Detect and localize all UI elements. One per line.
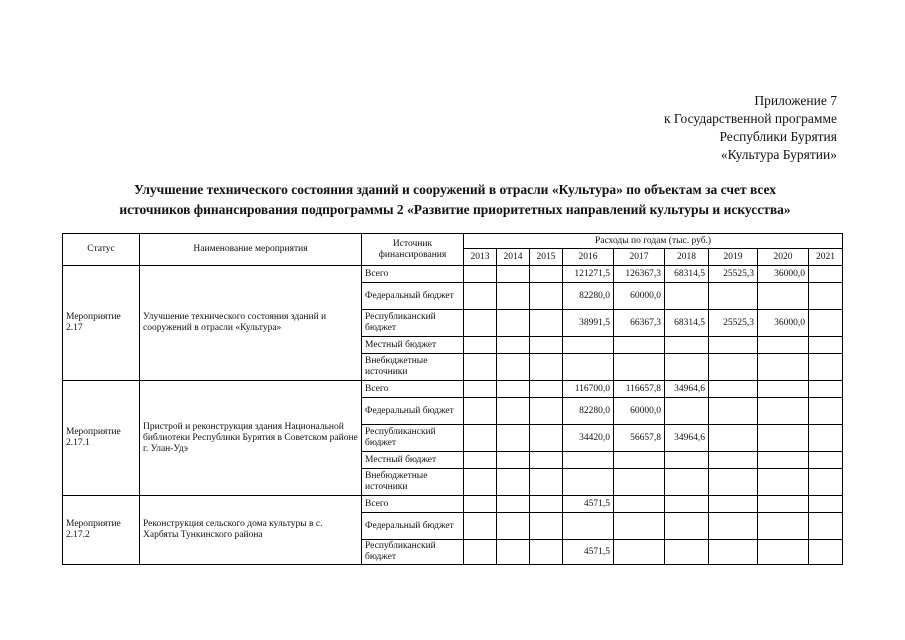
cell-year-2015 bbox=[530, 452, 563, 469]
cell-year-2021 bbox=[809, 283, 843, 310]
header-year-2013: 2013 bbox=[464, 249, 497, 266]
cell-year-2016: 4571,5 bbox=[563, 496, 614, 513]
cell-year-2018: 34964,6 bbox=[665, 381, 709, 398]
cell-year-2014 bbox=[497, 266, 530, 283]
cell-year-2015 bbox=[530, 496, 563, 513]
row-funding-source: Всего bbox=[362, 266, 464, 283]
cell-year-2019 bbox=[709, 381, 758, 398]
cell-year-2019 bbox=[709, 354, 758, 381]
cell-year-2020 bbox=[758, 398, 809, 425]
header-year-2018: 2018 bbox=[665, 249, 709, 266]
cell-year-2016: 38991,5 bbox=[563, 310, 614, 337]
cell-year-2019 bbox=[709, 283, 758, 310]
cell-year-2019 bbox=[709, 469, 758, 496]
cell-year-2015 bbox=[530, 354, 563, 381]
row-status: Мероприятие 2.17.2 bbox=[63, 496, 140, 565]
cell-year-2018 bbox=[665, 283, 709, 310]
cell-year-2016 bbox=[563, 452, 614, 469]
cell-year-2014 bbox=[497, 496, 530, 513]
table-row bbox=[63, 266, 843, 283]
cell-year-2017: 66367,3 bbox=[614, 310, 665, 337]
cell-year-2021 bbox=[809, 452, 843, 469]
table-row bbox=[63, 496, 843, 513]
cell-year-2017 bbox=[614, 513, 665, 540]
cell-year-2019: 25525,3 bbox=[709, 310, 758, 337]
cell-year-2020 bbox=[758, 425, 809, 452]
row-funding-source: Республиканский бюджет bbox=[362, 425, 464, 452]
cell-year-2016 bbox=[563, 469, 614, 496]
cell-year-2021 bbox=[809, 540, 843, 565]
cell-year-2019 bbox=[709, 540, 758, 565]
cell-year-2020 bbox=[758, 354, 809, 381]
cell-year-2014 bbox=[497, 398, 530, 425]
cell-year-2016: 116700,0 bbox=[563, 381, 614, 398]
cell-year-2014 bbox=[497, 425, 530, 452]
cell-year-2014 bbox=[497, 452, 530, 469]
cell-year-2019 bbox=[709, 496, 758, 513]
cell-year-2019 bbox=[709, 398, 758, 425]
cell-year-2013 bbox=[464, 398, 497, 425]
row-funding-source: Федеральный бюджет bbox=[362, 513, 464, 540]
cell-year-2020: 36000,0 bbox=[758, 310, 809, 337]
title-line-1: Улучшение технического состояния зданий и сооружений в отрасли «Культура» по объектам за счет всех bbox=[133, 182, 777, 197]
cell-year-2013 bbox=[464, 425, 497, 452]
cell-year-2014 bbox=[497, 310, 530, 337]
cell-year-2013 bbox=[464, 283, 497, 310]
row-funding-source: Федеральный бюджет bbox=[362, 398, 464, 425]
cell-year-2015 bbox=[530, 337, 563, 354]
cell-year-2013 bbox=[464, 354, 497, 381]
cell-year-2013 bbox=[464, 381, 497, 398]
cell-year-2015 bbox=[530, 513, 563, 540]
appendix-line: Республики Бурятия bbox=[719, 129, 837, 144]
cell-year-2017: 60000,0 bbox=[614, 398, 665, 425]
header-status: Статус bbox=[63, 234, 140, 266]
row-activity-name: Улучшение технического состояния зданий и сооружений в отрасли «Культура» bbox=[140, 266, 362, 381]
cell-year-2017 bbox=[614, 354, 665, 381]
cell-year-2015 bbox=[530, 381, 563, 398]
cell-year-2015 bbox=[530, 283, 563, 310]
cell-year-2015 bbox=[530, 310, 563, 337]
cell-year-2021 bbox=[809, 310, 843, 337]
row-funding-source: Местный бюджет bbox=[362, 452, 464, 469]
header-year-2016: 2016 bbox=[563, 249, 614, 266]
cell-year-2020 bbox=[758, 283, 809, 310]
cell-year-2016 bbox=[563, 354, 614, 381]
cell-year-2015 bbox=[530, 398, 563, 425]
row-activity-name: Реконструкция сельского дома культуры в с. Харбяты Тункинского района bbox=[140, 496, 362, 565]
row-funding-source: Федеральный бюджет bbox=[362, 283, 464, 310]
cell-year-2013 bbox=[464, 266, 497, 283]
cell-year-2017: 116657,8 bbox=[614, 381, 665, 398]
cell-year-2021 bbox=[809, 337, 843, 354]
cell-year-2018: 68314,5 bbox=[665, 310, 709, 337]
row-funding-source: Всего bbox=[362, 381, 464, 398]
cell-year-2014 bbox=[497, 283, 530, 310]
cell-year-2020 bbox=[758, 381, 809, 398]
cell-year-2018 bbox=[665, 452, 709, 469]
cell-year-2018 bbox=[665, 513, 709, 540]
cell-year-2017 bbox=[614, 452, 665, 469]
row-funding-source: Местный бюджет bbox=[362, 337, 464, 354]
cell-year-2014 bbox=[497, 469, 530, 496]
cell-year-2013 bbox=[464, 540, 497, 565]
cell-year-2014 bbox=[497, 513, 530, 540]
cell-year-2021 bbox=[809, 425, 843, 452]
cell-year-2014 bbox=[497, 540, 530, 565]
cell-year-2019 bbox=[709, 425, 758, 452]
cell-year-2014 bbox=[497, 381, 530, 398]
cell-year-2021 bbox=[809, 398, 843, 425]
cell-year-2020: 36000,0 bbox=[758, 266, 809, 283]
cell-year-2016 bbox=[563, 513, 614, 540]
row-activity-name: Пристрой и реконструкция здания Национальной библиотеки Республики Бурятия в Советском районе г. Улан-Удэ bbox=[140, 381, 362, 496]
cell-year-2021 bbox=[809, 266, 843, 283]
appendix-header bbox=[664, 92, 837, 164]
header-year-2019: 2019 bbox=[709, 249, 758, 266]
appendix-line: к Государственной программе bbox=[663, 111, 837, 126]
row-funding-source: Внебюджетные источники bbox=[362, 354, 464, 381]
row-status: Мероприятие 2.17 bbox=[63, 266, 140, 381]
cell-year-2013 bbox=[464, 469, 497, 496]
cell-year-2017: 60000,0 bbox=[614, 283, 665, 310]
cell-year-2016: 4571,5 bbox=[563, 540, 614, 565]
cell-year-2016: 34420,0 bbox=[563, 425, 614, 452]
cell-year-2015 bbox=[530, 540, 563, 565]
cell-year-2018: 34964,6 bbox=[665, 425, 709, 452]
cell-year-2021 bbox=[809, 513, 843, 540]
cell-year-2021 bbox=[809, 469, 843, 496]
cell-year-2020 bbox=[758, 337, 809, 354]
cell-year-2018 bbox=[665, 469, 709, 496]
row-funding-source: Республиканский бюджет bbox=[362, 540, 464, 565]
cell-year-2017 bbox=[614, 337, 665, 354]
cell-year-2021 bbox=[809, 496, 843, 513]
cell-year-2013 bbox=[464, 310, 497, 337]
header-expenses: Расходы по годам (тыс. руб.) bbox=[464, 234, 843, 249]
cell-year-2018 bbox=[665, 496, 709, 513]
funding-table bbox=[62, 233, 843, 565]
cell-year-2021 bbox=[809, 354, 843, 381]
row-funding-source: Республиканский бюджет bbox=[362, 310, 464, 337]
header-year-2020: 2020 bbox=[758, 249, 809, 266]
cell-year-2020 bbox=[758, 452, 809, 469]
cell-year-2013 bbox=[464, 337, 497, 354]
cell-year-2018 bbox=[665, 354, 709, 381]
cell-year-2019 bbox=[709, 337, 758, 354]
cell-year-2020 bbox=[758, 513, 809, 540]
cell-year-2013 bbox=[464, 496, 497, 513]
header-name: Наименование мероприятия bbox=[140, 234, 362, 266]
cell-year-2016: 82280,0 bbox=[563, 283, 614, 310]
cell-year-2015 bbox=[530, 425, 563, 452]
cell-year-2017 bbox=[614, 469, 665, 496]
header-year-2015: 2015 bbox=[530, 249, 563, 266]
cell-year-2020 bbox=[758, 469, 809, 496]
cell-year-2018: 68314,5 bbox=[665, 266, 709, 283]
document-title bbox=[60, 180, 850, 220]
cell-year-2015 bbox=[530, 469, 563, 496]
header-year-2017: 2017 bbox=[614, 249, 665, 266]
cell-year-2016: 121271,5 bbox=[563, 266, 614, 283]
header-source: Источник финансирования bbox=[362, 234, 464, 266]
title-line-2: источников финансирования подпрограммы 2 «Развитие приоритетных направлений культуры и искусства» bbox=[119, 202, 791, 217]
appendix-line: Приложение 7 bbox=[754, 93, 837, 108]
cell-year-2013 bbox=[464, 452, 497, 469]
cell-year-2013 bbox=[464, 513, 497, 540]
row-funding-source: Всего bbox=[362, 496, 464, 513]
cell-year-2014 bbox=[497, 354, 530, 381]
cell-year-2016: 82280,0 bbox=[563, 398, 614, 425]
cell-year-2020 bbox=[758, 496, 809, 513]
cell-year-2017 bbox=[614, 540, 665, 565]
cell-year-2014 bbox=[497, 337, 530, 354]
cell-year-2018 bbox=[665, 337, 709, 354]
cell-year-2019 bbox=[709, 452, 758, 469]
cell-year-2015 bbox=[530, 266, 563, 283]
cell-year-2019 bbox=[709, 513, 758, 540]
cell-year-2019: 25525,3 bbox=[709, 266, 758, 283]
row-status: Мероприятие 2.17.1 bbox=[63, 381, 140, 496]
cell-year-2021 bbox=[809, 381, 843, 398]
cell-year-2018 bbox=[665, 540, 709, 565]
header-year-2014: 2014 bbox=[497, 249, 530, 266]
appendix-line: «Культура Бурятии» bbox=[720, 147, 837, 162]
table-row bbox=[63, 381, 843, 398]
row-funding-source: Внебюджетные источники bbox=[362, 469, 464, 496]
cell-year-2017: 56657,8 bbox=[614, 425, 665, 452]
cell-year-2017 bbox=[614, 496, 665, 513]
cell-year-2016 bbox=[563, 337, 614, 354]
cell-year-2018 bbox=[665, 398, 709, 425]
cell-year-2020 bbox=[758, 540, 809, 565]
header-year-2021: 2021 bbox=[809, 249, 843, 266]
cell-year-2017: 126367,3 bbox=[614, 266, 665, 283]
